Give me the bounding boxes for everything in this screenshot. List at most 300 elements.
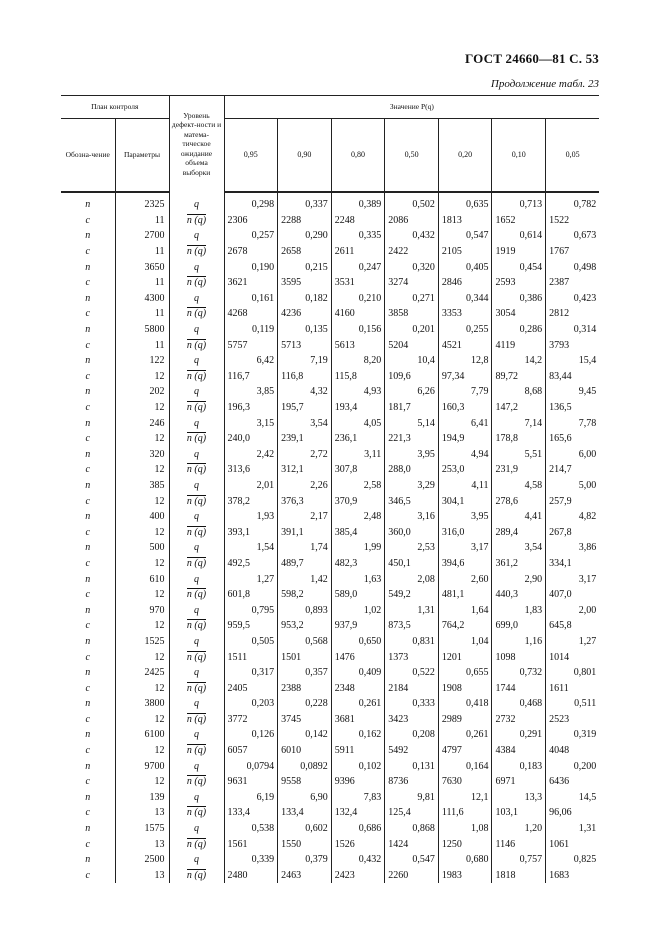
row-value: 0,655 [438, 665, 492, 681]
table-row [61, 415, 599, 431]
data-table [61, 95, 599, 883]
row-value: 2,42 [224, 447, 278, 463]
row-symbol: c [85, 433, 90, 445]
row-value: 360,0 [385, 524, 439, 540]
row-level: q [169, 727, 224, 743]
table-continuation-label: Продолжение табл. 23 [490, 78, 599, 90]
row-symbol: n [85, 324, 91, 336]
table-row [61, 836, 599, 852]
table-row [61, 462, 599, 478]
row-value: 196,3 [224, 400, 278, 416]
table-row [61, 680, 599, 696]
row-value: 0,505 [224, 634, 278, 650]
row-level [169, 743, 224, 759]
row-value: 1250 [438, 836, 492, 852]
row-value: 5713 [278, 337, 332, 353]
row-value: 2423 [331, 868, 385, 884]
row-parameter: 4300 [115, 291, 169, 307]
row-parameter: 9700 [115, 758, 169, 774]
table-row [61, 852, 599, 868]
row-parameter: 2425 [115, 665, 169, 681]
row-value: 0,164 [438, 758, 492, 774]
row-symbol: c [85, 402, 90, 414]
row-value: 0,673 [546, 228, 600, 244]
row-value: 0,568 [278, 634, 332, 650]
row-symbol: n [85, 791, 91, 803]
row-parameter: 6100 [115, 727, 169, 743]
row-symbol: n [85, 854, 91, 866]
row-value: 165,6 [546, 431, 600, 447]
row-value: 3,15 [224, 415, 278, 431]
row-value: 2,58 [331, 478, 385, 494]
row-value: 289,4 [492, 524, 546, 540]
row-value: 2658 [278, 244, 332, 260]
row-level-expected-n: n (q) [186, 433, 207, 445]
row-value: 764,2 [438, 618, 492, 634]
table-row [61, 244, 599, 260]
row-value: 0,182 [278, 291, 332, 307]
row-value: 1373 [385, 649, 439, 665]
table-row [61, 259, 599, 275]
row-value: 4,11 [438, 478, 492, 494]
header-symbol: Обозна-чение [61, 119, 115, 193]
row-value: 489,7 [278, 556, 332, 572]
row-level [169, 587, 224, 603]
row-value: 5492 [385, 743, 439, 759]
row-value: 2846 [438, 275, 492, 291]
row-symbol: c [85, 214, 90, 226]
row-value: 1098 [492, 649, 546, 665]
row-value: 0,257 [224, 228, 278, 244]
row-level [169, 462, 224, 478]
row-parameter: 202 [115, 384, 169, 400]
row-level-expected-n: n (q) [186, 308, 207, 320]
row-value: 1550 [278, 836, 332, 852]
row-value: 240,0 [224, 431, 278, 447]
row-parameter: 12 [115, 524, 169, 540]
row-parameter: 12 [115, 680, 169, 696]
row-level: q [169, 291, 224, 307]
row-parameter: 2325 [115, 192, 169, 213]
row-value: 3054 [492, 306, 546, 322]
row-value: 0,200 [546, 758, 600, 774]
row-value: 959,5 [224, 618, 278, 634]
row-symbol: n [85, 635, 91, 647]
row-parameter: 12 [115, 649, 169, 665]
row-value: 1,83 [492, 602, 546, 618]
row-parameter: 2500 [115, 852, 169, 868]
row-value: 394,6 [438, 556, 492, 572]
row-value: 1,42 [278, 571, 332, 587]
row-value: 3621 [224, 275, 278, 291]
row-value: 0,162 [331, 727, 385, 743]
row-value: 96,06 [546, 805, 600, 821]
row-value: 0,409 [331, 665, 385, 681]
row-value: 83,44 [546, 369, 600, 385]
row-value: 221,3 [385, 431, 439, 447]
row-level-expected-n: n (q) [186, 495, 207, 507]
header-p-value: 0,20 [438, 119, 492, 193]
row-value: 5,51 [492, 447, 546, 463]
row-symbol: n [85, 511, 91, 523]
row-value: 0,0892 [278, 758, 332, 774]
row-value: 3,86 [546, 540, 600, 556]
row-level [169, 306, 224, 322]
row-value: 1611 [546, 680, 600, 696]
row-parameter: 12 [115, 712, 169, 728]
row-level [169, 836, 224, 852]
row-level [169, 275, 224, 291]
table-row [61, 353, 599, 369]
row-value: 6436 [546, 774, 600, 790]
row-value: 482,3 [331, 556, 385, 572]
row-value: 1,20 [492, 821, 546, 837]
row-parameter: 12 [115, 556, 169, 572]
row-level-expected-n: n (q) [186, 838, 207, 850]
row-value: 1,74 [278, 540, 332, 556]
row-value: 2523 [546, 712, 600, 728]
row-value: 334,1 [546, 556, 600, 572]
row-value: 6,90 [278, 790, 332, 806]
row-level [169, 493, 224, 509]
row-value: 2611 [331, 244, 385, 260]
row-parameter: 11 [115, 275, 169, 291]
row-value: 5,00 [546, 478, 600, 494]
row-value: 3681 [331, 712, 385, 728]
table-row [61, 743, 599, 759]
row-level: q [169, 790, 224, 806]
row-value: 3,85 [224, 384, 278, 400]
row-symbol: c [85, 370, 90, 382]
row-value: 0,135 [278, 322, 332, 338]
row-level [169, 680, 224, 696]
row-level-expected-n: n (q) [186, 402, 207, 414]
row-parameter: 400 [115, 509, 169, 525]
row-level [169, 244, 224, 260]
row-level: q [169, 415, 224, 431]
row-value: 194,9 [438, 431, 492, 447]
row-value: 0,379 [278, 852, 332, 868]
row-value: 14,2 [492, 353, 546, 369]
table-row [61, 306, 599, 322]
row-value: 2086 [385, 213, 439, 229]
row-level: q [169, 353, 224, 369]
row-parameter: 610 [115, 571, 169, 587]
row-level: q [169, 852, 224, 868]
row-value: 195,7 [278, 400, 332, 416]
row-value: 2,01 [224, 478, 278, 494]
row-value: 7630 [438, 774, 492, 790]
row-value: 1,93 [224, 509, 278, 525]
row-level-expected-n: n (q) [186, 776, 207, 788]
row-level-expected-n: n (q) [186, 869, 207, 881]
row-level [169, 805, 224, 821]
row-parameter: 500 [115, 540, 169, 556]
row-value: 6010 [278, 743, 332, 759]
row-value: 0,795 [224, 602, 278, 618]
row-value: 193,4 [331, 400, 385, 416]
row-value: 7,14 [492, 415, 546, 431]
row-value: 2388 [278, 680, 332, 696]
row-value: 2,00 [546, 602, 600, 618]
row-level: q [169, 602, 224, 618]
row-value: 0,255 [438, 322, 492, 338]
row-value: 0,686 [331, 821, 385, 837]
row-value: 9,45 [546, 384, 600, 400]
row-symbol: n [85, 199, 91, 211]
row-value: 2,60 [438, 571, 492, 587]
row-level-expected-n: n (q) [186, 807, 207, 819]
row-symbol: c [85, 308, 90, 320]
row-value: 450,1 [385, 556, 439, 572]
row-symbol: c [85, 620, 90, 632]
row-value: 1818 [492, 868, 546, 884]
row-value: 6,41 [438, 415, 492, 431]
row-value: 133,4 [278, 805, 332, 821]
row-value: 3793 [546, 337, 600, 353]
table-row [61, 556, 599, 572]
row-value: 147,2 [492, 400, 546, 416]
row-value: 6057 [224, 743, 278, 759]
row-value: 0,547 [385, 852, 439, 868]
row-value: 0,298 [224, 192, 278, 213]
row-level-expected-n: n (q) [186, 277, 207, 289]
table-row [61, 696, 599, 712]
row-value: 2288 [278, 213, 332, 229]
row-value: 0,418 [438, 696, 492, 712]
header-values-label: Значение P(q) [389, 102, 434, 112]
row-value: 178,8 [492, 431, 546, 447]
header-plan: План контроля [61, 96, 169, 119]
row-value: 0,432 [385, 228, 439, 244]
row-value: 4,58 [492, 478, 546, 494]
row-value: 0,161 [224, 291, 278, 307]
row-symbol: n [85, 667, 91, 679]
row-value: 0,319 [546, 727, 600, 743]
row-level [169, 524, 224, 540]
row-value: 0,357 [278, 665, 332, 681]
table-row [61, 478, 599, 494]
row-value: 136,5 [546, 400, 600, 416]
row-value: 0,344 [438, 291, 492, 307]
row-level-expected-n: n (q) [186, 682, 207, 694]
row-symbol: c [85, 339, 90, 351]
row-value: 0,335 [331, 228, 385, 244]
header-p-value: 0,95 [224, 119, 278, 193]
row-value: 0,801 [546, 665, 600, 681]
row-symbol: c [85, 246, 90, 258]
row-value: 0,386 [492, 291, 546, 307]
row-value: 89,72 [492, 369, 546, 385]
row-value: 115,8 [331, 369, 385, 385]
row-value: 109,6 [385, 369, 439, 385]
row-value: 116,8 [278, 369, 332, 385]
row-value: 2422 [385, 244, 439, 260]
row-value: 236,1 [331, 431, 385, 447]
row-value: 0,183 [492, 758, 546, 774]
row-symbol: c [85, 277, 90, 289]
row-level: q [169, 509, 224, 525]
row-value: 304,1 [438, 493, 492, 509]
row-level [169, 649, 224, 665]
row-value: 873,5 [385, 618, 439, 634]
row-level: q [169, 228, 224, 244]
row-value: 0,210 [331, 291, 385, 307]
table-row [61, 821, 599, 837]
header-level: Уровень дефект-ности и матема-тическое ожидание объема выборки [169, 96, 224, 193]
row-value: 0,271 [385, 291, 439, 307]
row-value: 133,4 [224, 805, 278, 821]
row-value: 4521 [438, 337, 492, 353]
row-value: 0,190 [224, 259, 278, 275]
row-symbol: n [85, 729, 91, 741]
row-parameter: 385 [115, 478, 169, 494]
row-value: 0,261 [438, 727, 492, 743]
row-value: 8,68 [492, 384, 546, 400]
row-value: 601,8 [224, 587, 278, 603]
row-value: 231,9 [492, 462, 546, 478]
row-parameter: 11 [115, 213, 169, 229]
row-level-expected-n: n (q) [186, 745, 207, 757]
row-value: 2405 [224, 680, 278, 696]
row-value: 4160 [331, 306, 385, 322]
row-level-expected-n: n (q) [186, 246, 207, 258]
row-value: 2,26 [278, 478, 332, 494]
row-parameter: 5800 [115, 322, 169, 338]
page-header: ГОСТ 24660—81 С. 53 [465, 51, 599, 66]
row-value: 0,215 [278, 259, 332, 275]
row-value: 111,6 [438, 805, 492, 821]
row-value: 97,34 [438, 369, 492, 385]
row-value: 4048 [546, 743, 600, 759]
row-value: 0,502 [385, 192, 439, 213]
row-level [169, 774, 224, 790]
row-value: 0,339 [224, 852, 278, 868]
row-level [169, 337, 224, 353]
row-value: 0,511 [546, 696, 600, 712]
row-value: 589,0 [331, 587, 385, 603]
row-level: q [169, 259, 224, 275]
row-value: 1,99 [331, 540, 385, 556]
row-value: 0,893 [278, 602, 332, 618]
row-value: 214,7 [546, 462, 600, 478]
row-value: 6,26 [385, 384, 439, 400]
row-value: 3,17 [438, 540, 492, 556]
row-value: 0,547 [438, 228, 492, 244]
row-value: 440,3 [492, 587, 546, 603]
row-value: 1813 [438, 213, 492, 229]
row-value: 0,208 [385, 727, 439, 743]
row-symbol: c [85, 682, 90, 694]
row-value: 0,454 [492, 259, 546, 275]
header-params: Параметры [115, 119, 169, 193]
row-value: 2,08 [385, 571, 439, 587]
row-value: 370,9 [331, 493, 385, 509]
row-value: 4119 [492, 337, 546, 353]
row-value: 278,6 [492, 493, 546, 509]
table-row [61, 790, 599, 806]
row-value: 1522 [546, 213, 600, 229]
row-value: 1767 [546, 244, 600, 260]
row-value: 0,320 [385, 259, 439, 275]
row-symbol: n [85, 261, 91, 273]
row-value: 3858 [385, 306, 439, 322]
row-value: 0,228 [278, 696, 332, 712]
row-level: q [169, 192, 224, 213]
row-value: 8736 [385, 774, 439, 790]
row-parameter: 11 [115, 306, 169, 322]
row-value: 0,156 [331, 322, 385, 338]
row-symbol: n [85, 479, 91, 491]
row-value: 3274 [385, 275, 439, 291]
row-value: 2105 [438, 244, 492, 260]
row-value: 239,1 [278, 431, 332, 447]
row-value: 0,680 [438, 852, 492, 868]
row-parameter: 12 [115, 400, 169, 416]
row-symbol: c [85, 589, 90, 601]
row-value: 2306 [224, 213, 278, 229]
row-value: 181,7 [385, 400, 439, 416]
row-value: 3,95 [385, 447, 439, 463]
row-value: 3772 [224, 712, 278, 728]
row-value: 7,79 [438, 384, 492, 400]
row-value: 7,78 [546, 415, 600, 431]
header-p-value: 0,10 [492, 119, 546, 193]
row-value: 4,94 [438, 447, 492, 463]
row-value: 0,126 [224, 727, 278, 743]
row-value: 0,119 [224, 322, 278, 338]
row-symbol: c [85, 807, 90, 819]
row-level-expected-n: n (q) [186, 557, 207, 569]
row-value: 2,53 [385, 540, 439, 556]
row-value: 3531 [331, 275, 385, 291]
row-value: 14,5 [546, 790, 600, 806]
row-value: 0,142 [278, 727, 332, 743]
row-level-expected-n: n (q) [186, 589, 207, 601]
row-parameter: 122 [115, 353, 169, 369]
row-value: 1,27 [546, 634, 600, 650]
row-symbol: c [85, 557, 90, 569]
row-value: 0,0794 [224, 758, 278, 774]
row-value: 7,19 [278, 353, 332, 369]
row-symbol: n [85, 573, 91, 585]
row-value: 391,1 [278, 524, 332, 540]
row-value: 0,538 [224, 821, 278, 837]
table-body [61, 192, 599, 883]
row-value: 1,08 [438, 821, 492, 837]
row-symbol: c [85, 869, 90, 881]
row-symbol: n [85, 355, 91, 367]
table-row [61, 524, 599, 540]
row-level [169, 618, 224, 634]
row-value: 257,9 [546, 493, 600, 509]
row-value: 549,2 [385, 587, 439, 603]
table-row [61, 712, 599, 728]
row-value: 253,0 [438, 462, 492, 478]
row-value: 0,825 [546, 852, 600, 868]
row-symbol: n [85, 698, 91, 710]
row-value: 0,337 [278, 192, 332, 213]
row-value: 2,48 [331, 509, 385, 525]
row-value: 1,27 [224, 571, 278, 587]
row-value: 1,02 [331, 602, 385, 618]
header-p-value: 0,80 [331, 119, 385, 193]
row-value: 3423 [385, 712, 439, 728]
row-value: 0,614 [492, 228, 546, 244]
row-value: 0,102 [331, 758, 385, 774]
row-value: 0,868 [385, 821, 439, 837]
row-value: 2260 [385, 868, 439, 884]
